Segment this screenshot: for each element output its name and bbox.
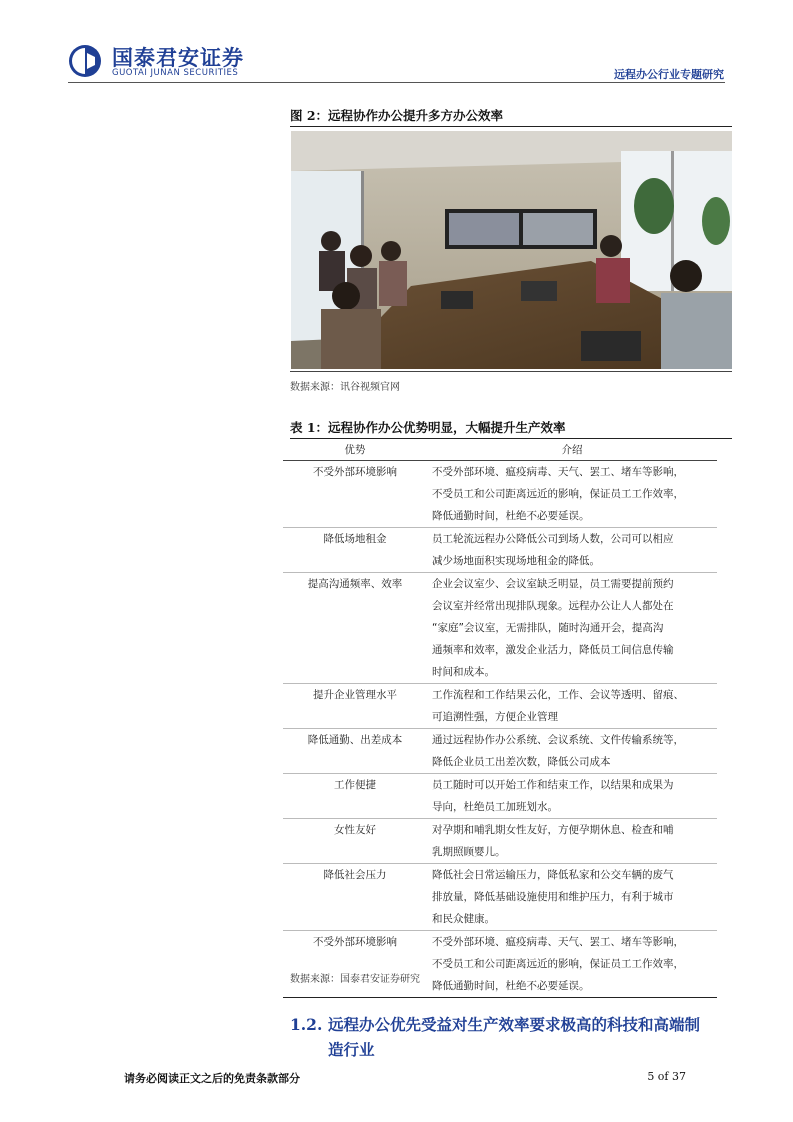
description-line: 员工轮流远程办公降低公司到场人数，公司可以相应 — [432, 533, 674, 545]
advantage-cell: 女性友好 — [283, 819, 427, 864]
description-line: 时间和成本。 — [432, 666, 495, 678]
description-cell — [427, 774, 717, 819]
description-line: 工作流程和工作结果云化，工作、会议等透明、留痕、 — [432, 689, 684, 701]
table-row — [283, 864, 717, 931]
table-row — [283, 573, 717, 684]
advantage-cell: 降低通勤、出差成本 — [283, 729, 427, 774]
page-number: 5 of 37 — [647, 1070, 686, 1083]
section-number: 1.2. — [290, 1015, 323, 1034]
company-name-cn: 国泰君安证券 — [112, 46, 244, 70]
table-row — [283, 684, 717, 729]
description-line: 降低通勤时间，杜绝不必要延误。 — [432, 980, 590, 992]
description-line: 企业会议室少、会议室缺乏明显，员工需要提前预约 — [432, 578, 674, 590]
advantage-cell: 不受外部环境影响 — [283, 931, 427, 998]
description-cell — [427, 864, 717, 931]
description-line: 不受外部环境、瘟疫病毒、天气、罢工、堵车等影响， — [432, 466, 684, 478]
description-line: 乳期照顾婴儿。 — [432, 846, 506, 858]
figure-source: 数据来源：讯谷视频官网 — [290, 382, 400, 393]
advantages-table — [283, 440, 717, 998]
table-row — [283, 819, 717, 864]
description-cell — [427, 931, 717, 998]
table-title: 表 1：远程协作办公优势明显，大幅提升生产效率 — [290, 420, 566, 435]
description-cell — [427, 573, 717, 684]
header-divider — [68, 82, 725, 83]
table-top-rule — [290, 438, 732, 439]
table-row — [283, 931, 717, 998]
advantage-cell: 降低社会压力 — [283, 864, 427, 931]
table-row — [283, 461, 717, 528]
description-cell — [427, 528, 717, 573]
description-line: 排放量，降低基础设施使用和维护压力，有利于城市 — [432, 891, 674, 903]
figure-top-rule — [290, 126, 732, 127]
column-header-description: 介绍 — [427, 440, 717, 461]
description-line: 导向，杜绝员工加班划水。 — [432, 801, 558, 813]
page-header — [0, 0, 793, 84]
description-line: 会议室并经常出现排队现象。远程办公让人人都处在 — [432, 600, 674, 612]
description-line: 降低企业员工出差次数，降低公司成本 — [432, 756, 611, 768]
description-cell — [427, 819, 717, 864]
advantage-cell: 提高沟通频率、效率 — [283, 573, 427, 684]
table-header-row — [283, 440, 717, 461]
meeting-room-photo — [291, 131, 732, 369]
company-logo-icon — [68, 44, 102, 78]
table-row — [283, 528, 717, 573]
advantage-cell: 提升企业管理水平 — [283, 684, 427, 729]
description-cell — [427, 684, 717, 729]
figure-bottom-rule — [290, 371, 732, 372]
description-line: 减少场地面积实现场地租金的降低。 — [432, 555, 600, 567]
description-line: 和民众健康。 — [432, 913, 495, 925]
column-header-advantage: 优势 — [283, 440, 427, 461]
section-title-line1: 远程办公优先受益对生产效率要求极高的科技和高端制 — [328, 1015, 701, 1034]
section-heading — [290, 1012, 740, 1062]
table-row — [283, 729, 717, 774]
advantage-cell: 降低场地租金 — [283, 528, 427, 573]
disclaimer-note: 请务必阅读正文之后的免责条款部分 — [124, 1072, 300, 1085]
description-line: 降低社会日常运输压力，降低私家和公交车辆的废气 — [432, 869, 674, 881]
description-line: 通过远程协作办公系统、会议系统、文件传输系统等， — [432, 734, 684, 746]
description-line: 不受员工和公司距离远近的影响，保证员工工作效率， — [432, 488, 684, 500]
company-name-en: GUOTAI JUNAN SECURITIES — [112, 68, 239, 78]
description-line: 对孕期和哺乳期女性友好，方便孕期休息、检查和哺 — [432, 824, 674, 836]
description-line: “家庭”会议室，无需排队，随时沟通开会，提高沟 — [432, 622, 664, 634]
description-line: 员工随时可以开始工作和结束工作，以结果和成果为 — [432, 779, 674, 791]
table-row — [283, 774, 717, 819]
description-line: 降低通勤时间，杜绝不必要延误。 — [432, 510, 590, 522]
advantage-cell: 工作便捷 — [283, 774, 427, 819]
description-line: 不受员工和公司距离远近的影响，保证员工工作效率， — [432, 958, 684, 970]
table-source: 数据来源：国泰君安证券研究 — [290, 974, 420, 985]
description-cell — [427, 461, 717, 528]
description-line: 可追溯性强，方便企业管理 — [432, 711, 558, 723]
figure-title: 图 2：远程协作办公提升多方办公效率 — [290, 108, 504, 123]
section-title-line2: 造行业 — [328, 1040, 375, 1059]
description-line: 不受外部环境、瘟疫病毒、天气、罢工、堵车等影响， — [432, 936, 684, 948]
advantage-cell: 不受外部环境影响 — [283, 461, 427, 528]
description-line: 通频率和效率，激发企业活力，降低员工间信息传输 — [432, 644, 674, 656]
description-cell — [427, 729, 717, 774]
report-title: 远程办公行业专题研究 — [614, 68, 724, 81]
